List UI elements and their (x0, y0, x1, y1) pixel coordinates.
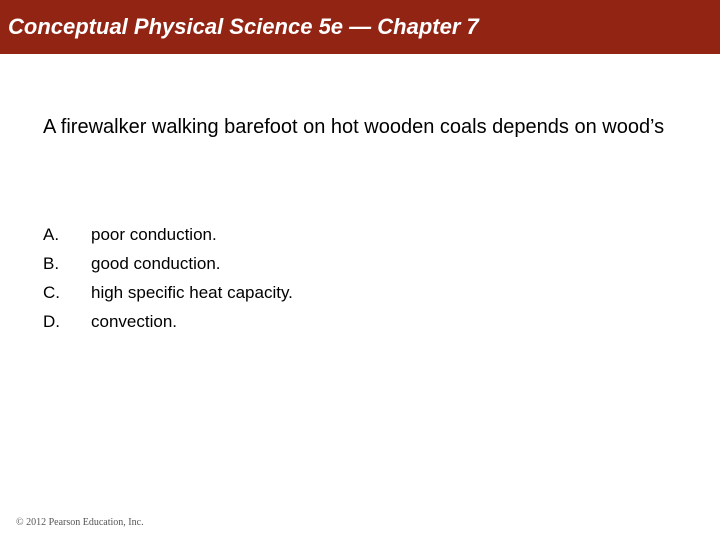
copyright-notice: © 2012 Pearson Education, Inc. (16, 517, 144, 528)
answer-choices (43, 220, 293, 336)
choice-a (43, 220, 293, 249)
question-text: A firewalker walking barefoot on hot wooden coals depends on wood’s (43, 116, 665, 138)
choice-text: good conduction. (91, 254, 221, 273)
choice-d (43, 307, 293, 336)
choice-letter: C. (43, 283, 60, 302)
choice-letter: A. (43, 225, 60, 244)
choice-text: high specific heat capacity. (91, 283, 293, 302)
choice-text: poor conduction. (91, 225, 217, 244)
choice-b (43, 249, 293, 278)
choice-c (43, 278, 293, 307)
choice-text: convection. (91, 312, 177, 331)
choice-letter: B. (43, 254, 60, 273)
title-bar (0, 0, 720, 54)
slide-title: Conceptual Physical Science 5e — Chapter 7 (8, 14, 479, 39)
choice-letter: D. (43, 312, 60, 331)
